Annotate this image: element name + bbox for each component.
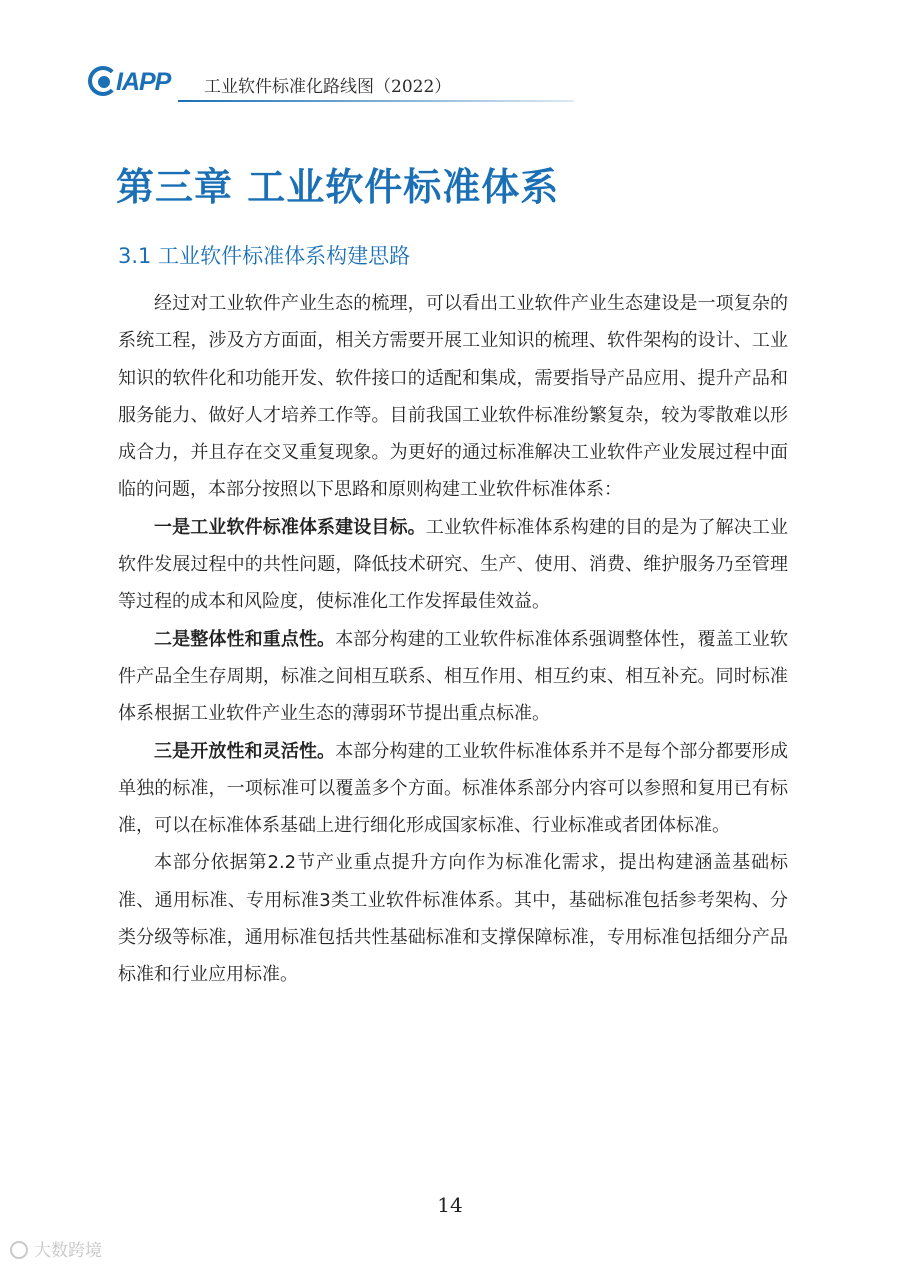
ciapp-logo	[86, 64, 196, 102]
header-divider	[178, 100, 574, 102]
logo-text: IAPP	[116, 68, 171, 96]
paragraph-intro	[118, 285, 788, 509]
paragraph-summary	[118, 844, 788, 993]
paragraph-lead: 三是开放性和灵活性。	[154, 740, 336, 762]
body-text	[118, 285, 788, 994]
paragraph-principle-2	[118, 621, 788, 733]
paragraph-text: 工业软件标准体系构建的目的是为了解决工业软件发展过程中的共性问题，降低技术研究、生产、使用、消费、维护服务乃至管理等过程的成本和风险度，使标准化工作发挥最佳效益。	[118, 516, 788, 613]
page-number: 14	[437, 1193, 463, 1217]
page-header	[86, 62, 526, 106]
paragraph-text: 经过对工业软件产业生态的梳理，可以看出工业软件产业生态建设是一项复杂的系统工程，涉及方方面面，相关方需要开展工业知识的梳理、软件架构的设计、工业知识的软件化和功能开发、软件接口的适配和集成，需要指导产品应用、提升产品和服务能力、做好人才培养工作等。目前我国工业软件标准纷繁复杂，较为零散难以形成合力，并且存在交叉重复现象。为更好的通过标准解决工业软件产业发展过程中面临的问题，本部分按照以下思路和原则构建工业软件标准体系：	[118, 293, 788, 501]
paragraph-text: 本部分依据第2.2节产业重点提升方向作为标准化需求，提出构建涵盖基础标准、通用标准、专用标准3类工业软件标准体系。其中，基础标准包括参考架构、分类分级等标准，通用标准包括共性基础标准和支撑保障标准，专用标准包括细分产品标准和行业应用标准。	[118, 852, 788, 986]
logo-core-icon	[98, 76, 110, 88]
paragraph-lead: 一是工业软件标准体系建设目标。	[154, 516, 426, 538]
watermark-text: 大数跨境	[34, 1241, 102, 1261]
chapter-title: 第三章 工业软件标准体系	[116, 164, 560, 209]
header-title: 工业软件标准化路线图（2022）	[204, 77, 452, 97]
paragraph-principle-1	[118, 509, 788, 621]
paragraph-text: 本部分构建的工业软件标准体系强调整体性，覆盖工业软件产品全生存周期，标准之间相互联系、相互作用、相互约束、相互补充。同时标准体系根据工业软件产业生态的薄弱环节提出重点标准。	[118, 628, 789, 725]
paragraph-lead: 二是整体性和重点性。	[154, 628, 336, 650]
section-title: 3.1 工业软件标准体系构建思路	[118, 244, 411, 268]
watermark-logo-icon	[10, 1241, 28, 1259]
watermark	[10, 1236, 102, 1261]
paragraph-text: 本部分构建的工业软件标准体系并不是每个部分都要形成单独的标准，一项标准可以覆盖多个方面。标准体系部分内容可以参照和复用已有标准，可以在标准体系基础上进行细化形成国家标准、行业标准或者团体标准。	[118, 740, 789, 837]
paragraph-principle-3	[118, 733, 788, 845]
